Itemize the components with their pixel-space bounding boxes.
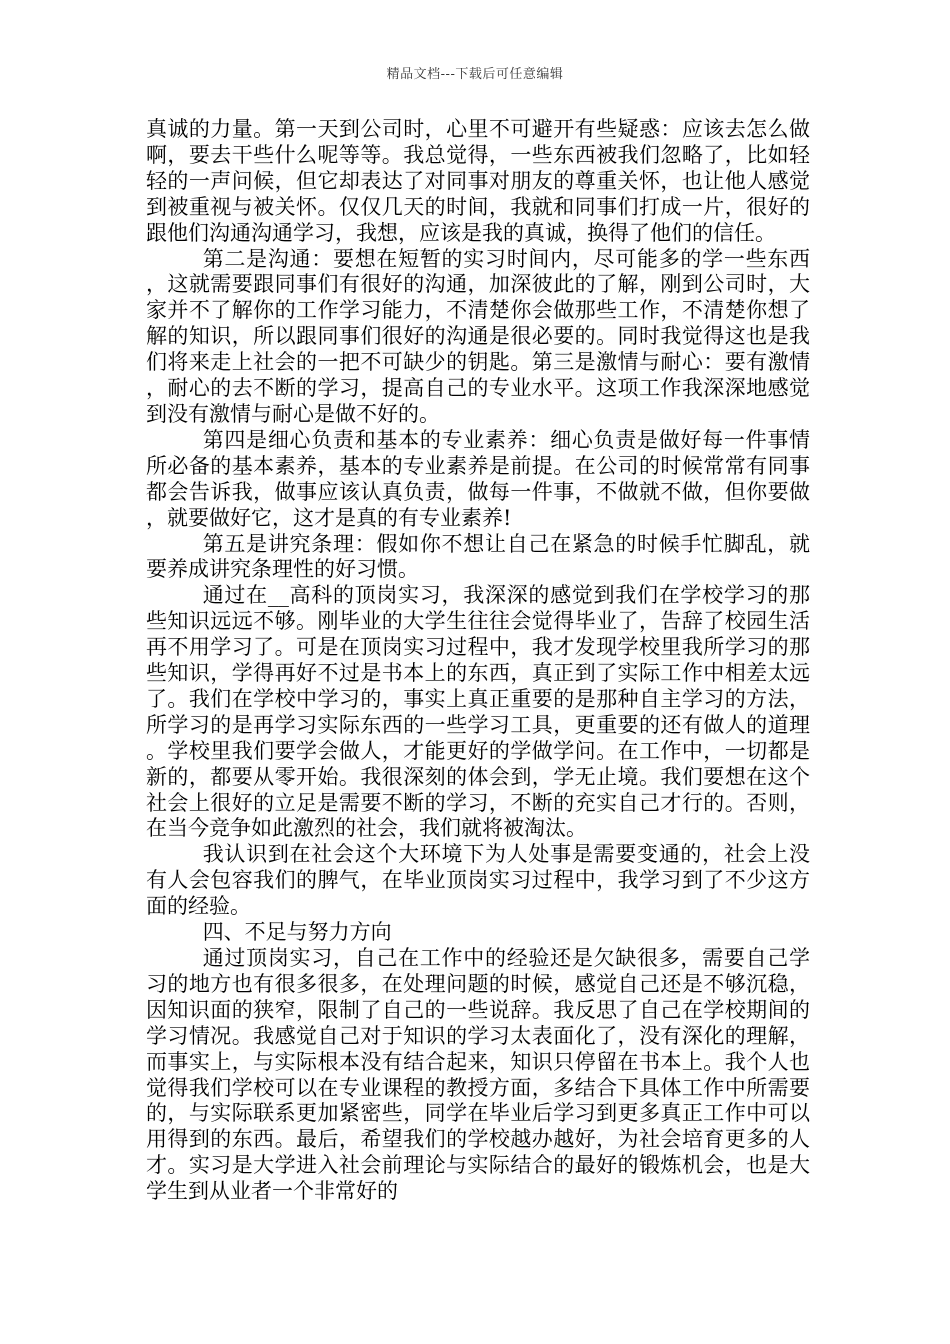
page-header: 精品文档---下载后可任意编辑: [386, 67, 564, 82]
section-heading: 四、不足与努力方向: [202, 920, 392, 945]
paragraph-internship-reflection: 通过在__高科的顶岗实习，我深深的感觉到我们在学校学习的那些知识远远不够。刚毕业的大学生往往会觉得毕业了，告辞了校园生活再不用学习了。可是在顶岗实习过程中，我才发现学校里我所学习的那些知识，学得再好不过是书本上的东西，真正到了实际工作中相差太远了。我们在学校中学习的，事实上真正重要的是那种自主学习的方法，所学习的是再学习实际东西的一些学习工具，更重要的还有做人的道理。学校里我们要学会做人，才能更好的学做学问。在工作中，一切都是新的，都要从零开始。我很深刻的体会到，学无止境。我们要想在这个社会上很好的立足是需要不断的学习，不断的充实自己才行的。否则，在当今竞争如此激烈的社会，我们就将被淘汰。: [146, 583, 810, 841]
document-body: [146, 117, 810, 1205]
paragraph-responsibility: 第四是细心负责和基本的专业素养：细心负责是做好每一件事情所必备的基本素养，基本的专业素养是前提。在公司的时候常常有同事都会告诉我，做事应该认真负责，做每一件事，不做就不做，但你要做，就要做好它，这才是真的有专业素养!: [146, 427, 810, 530]
paragraph-shortcomings: 通过顶岗实习，自己在工作中的经验还是欠缺很多，需要自己学习的地方也有很多很多，在处理问题的时候，感觉自己还是不够沉稳，因知识面的狭窄，限制了自己的一些说辞。我反思了自己在学校期间的学习情况。我感觉自己对于知识的学习太表面化了，没有深化的理解，而事实上，与实际根本没有结合起来，知识只停留在书本上。我个人也觉得我们学校可以在专业课程的教授方面，多结合下具体工作中所需要的，与实际联系更加紧密些，同学在毕业后学习到更多真正工作中可以用得到的东西。最后，希望我们的学校越办越好，为社会培育更多的人才。实习是大学进入社会前理论与实际结合的最好的锻炼机会，也是大学生到从业者一个非常好的: [146, 946, 810, 1204]
paragraph-communication: 第二是沟通：要想在短暂的实习时间内，尽可能多的学一些东西，这就需要跟同事们有很好的沟通，加深彼此的了解，刚到公司时，大家并不了解你的工作学习能力，不清楚你会做那些工作，不清楚你想了解的知识，所以跟同事们很好的沟通是很必要的。同时我觉得这也是我们将来走上社会的一把不可缺少的钥匙。第三是激情与耐心：要有激情，耐心的去不断的学习，提高自己的专业水平。这项工作我深深地感觉到没有激情与耐心是做不好的。: [146, 246, 810, 426]
paragraph-continued: 真诚的力量。第一天到公司时，心里不可避开有些疑惑：应该去怎么做啊，要去干些什么呢等等。我总觉得，一些东西被我们忽略了，比如轻轻的一声问候，但它却表达了对同事对朋友的尊重关怀，也让他人感觉到被重视与被关怀。仅仅几天的时间，我就和同事们打成一片，很好的跟他们沟通沟通学习，我想，应该是我的真诚，换得了他们的信任。: [146, 117, 810, 245]
paragraph-organization: 第五是讲究条理：假如你不想让自己在紧急的时候手忙脚乱，就要养成讲究条理性的好习惯。: [146, 531, 810, 582]
paragraph-adaptability: 我认识到在社会这个大环境下为人处事是需要变通的，社会上没有人会包容我们的脾气，在毕业顶岗实习过程中，我学习到了不少这方面的经验。: [146, 842, 810, 919]
